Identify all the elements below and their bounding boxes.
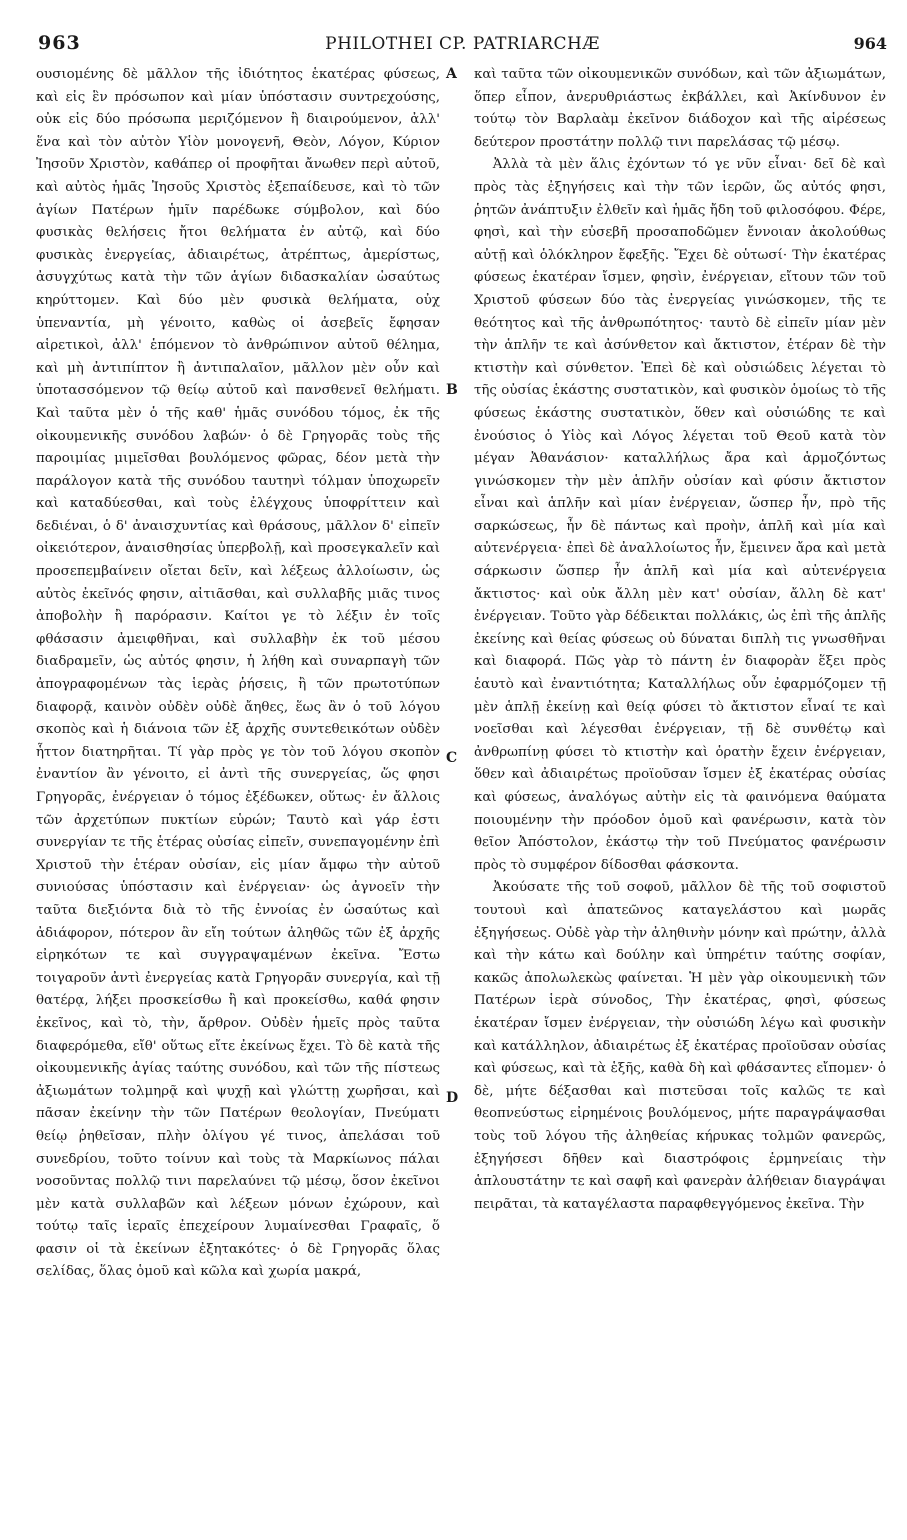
right-paragraph-1: καὶ ταῦτα τῶν οἰκουμενικῶν συνόδων, καὶ τῶν ἀξιωμάτων, ὅπερ εἶπον, ἀνερυθριάστως ἐκβάλλει, καὶ Ἀκίνδυνον ἐν τούτῳ τὸν Βαρλαὰμ ἐκεῖνον διάδοχον καὶ τῆς αἱρέσεως δεύτερον προστάτην πολλῷ τινι παρελάσας τῷ μέσῳ. — [474, 67, 886, 150]
page-number-right: 964 — [853, 34, 887, 53]
page-number-left: 963 — [38, 32, 81, 54]
left-paragraph-1: ουσιομένης δὲ μᾶλλον τῆς ἰδιότητος ἑκατέρας φύσεως, καὶ εἰς ἓν πρόσωπον καὶ μίαν ὑπόστασιν συντρεχούσης, οὐκ εἰς δύο πρόσωπα μεριζόμενον ἢ διαιρούμενον, ἀλλ' ἕνα καὶ τὸν αὐτὸν Υἱὸν μονογενῆ, Θεὸν, Λόγον, Κύριον Ἰησοῦν Χριστὸν, καθάπερ οἱ προφῆται ἄνωθεν περὶ αὐτοῦ, καὶ αὐτὸς ἡμᾶς Ἰησοῦς Χριστὸς ἐξεπαίδευσε, καὶ τὸ τῶν ἁγίων Πατέρων ἡμῖν παρέδωκε σύμβολον, καὶ δύο φυσικὰς θελήσεις ἤτοι θελήματα ἐν αὐτῷ, καὶ δύο φυσικὰς ἐνεργείας, ἀδιαιρέτως, ἀτρέπτως, ἀμερίστως, ἀσυγχύτως κατὰ τὴν τῶν ἁγίων διδασκαλίαν ὡσαύτως κηρύττομεν. Καὶ δύο μὲν φυσικὰ θελήματα, οὐχ ὑπεναντία, μὴ γένοιτο, καθὼς οἱ ἀσεβεῖς ἔφησαν αἱρετικοὶ, ἀλλ' ἑπόμενον τὸ ἀνθρώπινον αὐτοῦ θέλημα, καὶ μὴ ἀντιπίπτον ἢ ἀντιπαλαῖον, μᾶλλον μὲν οὖν καὶ ὑποτασσόμενον τῷ θείῳ αὐτοῦ καὶ πανσθενεῖ θελήματι. Καὶ ταῦτα μὲν ὁ τῆς καθ' ἡμᾶς συνόδου τόμος, ἐκ τῆς οἰκουμενικῆς συνόδου λαβών· ὁ δὲ Γρηγορᾶς τοὺς τῆς παροιμίας μιμεῖσθαι βουλόμενος φῶρας, δέον μετὰ τὴν παράλογον κατὰ τῆς συνόδου ταυτηνὶ τόλμαν ὑποχωρεῖν καὶ καταδύεσθαι, καὶ τοὺς ἐλέγχους ὑποφρίττειν καὶ δεδιέναι, ὁ δ' ἀναισχυντίας καὶ θράσους, μᾶλλον δ' εἰπεῖν οἰκειότερον, ἀναισθησίας ὑπερβολῇ, καὶ προσεγκαλεῖν καὶ προσεπεμβαίνειν οἴεται δεῖν, καὶ λέξεως ἀλλοίωσιν, ὡς αὐτὸς ἐκεῖνός φησιν, αἰτιᾶσθαι, καὶ συλλαβῆς μιᾶς τινος ἀποβολὴν ἢ παρόρασιν. Καίτοι γε τὸ λέξιν ἐν τοῖς φθάσασιν ἀμειφθῆναι, καὶ συλλαβὴν ἐκ τοῦ μέσου διαδραμεῖν, ὡς αὐτός φησιν, ἡ λήθη καὶ συναρπαγὴ τῶν ἀπογραφομένων τὰς ἱερὰς ῥήσεις, ἢ τῶν πρωτοτύπων διαφορᾷ, καινὸν οὐδὲν οὐδὲ ἄηθες, ἕως ἂν ὁ τοῦ λόγου σκοπὸς καὶ ἡ διάνοια τῶν ἐξ ἀρχῆς συντεθεικότων οὐδὲν ἧττον διατηρῆται. Τί γὰρ πρὸς γε τὸν τοῦ λόγου σκοπὸν ἐναντίον ἂν γένοιτο, εἰ ἀντὶ τῆς συνεργείας, ὥς φησι Γρηγορᾶς, ἐνέργειαν ὁ τόμος ἐξέδωκεν, οὕτως· ἐν ἄλλοις τῶν ἀρχετύπων πυκτίων εὑρών; Ταυτὸ καὶ γάρ ἐστι συνεργίαν τε τῆς ἑτέρας οὐσίας εἰπεῖν, συνεπαγομένην ἐπὶ Χριστοῦ τὴν ἑτέραν οὐσίαν, εἰς μίαν ἄμφω τὴν αὐτοῦ συνιούσας ὑπόστασιν καὶ ἐνέργειαν· ὡς ἀγνοεῖν τὴν ταῦτα διεξιόντα διὰ τὸ τῆς ἐννοίας ἐν ὡσαύτως καὶ ἀδιάφορον, πότερον ἂν εἴη τούτων ἀληθῶς τῶν ἐξ ἀρχῆς εἰρηκότων τε καὶ συγγραψαμένων ἐκεῖνα. Ἔστω τοιγαροῦν ἀντὶ ἐνεργείας κατὰ Γρηγορᾶν συνεργία, καὶ τῇ θατέρᾳ, λήξει προσκείσθω ἢ καὶ προκείσθω, καθά φησιν ἐκεῖνος, καὶ τὸ, τὴν, ἄρθρον. Οὐδὲν ἡμεῖς πρὸς ταῦτα διαφερόμεθα, εἴθ' οὕτως εἴτε ἐκείνως ἔχει. Τὸ δὲ κατὰ τῆς οἰκουμενικῆς ἁγίας ταύτης συνόδου, καὶ τῶν τῆς πίστεως ἀξιωμάτων τολμηρᾷ καὶ ψυχῇ καὶ γλώττῃ χωρῆσαι, καὶ πᾶσαν ἐκείνην τὴν τῶν Πατέρων θεολογίαν, Πνεύματι θείῳ ῥηθεῖσαν, πλὴν ὀλίγου γέ τινος, ἀπελάσαι τοῦ συνεδρίου, τοῦτο τοίνυν καὶ τοὺς τὰ Μαρκίωνος πάλαι νοσοῦντας πολλῷ τινι παρελαύνει τῷ μέσῳ, ὅσον ἐκεῖνοι μὲν κατὰ συλλαβῶν καὶ λέξεων μόνων ἐχώρουν, καὶ τούτῳ ταῖς ἱεραῖς ἐπεχείρουν λυμαίνεσθαι Γραφαῖς, ὅ φασιν οἱ τὰ ἐκείνων ἐξητακότες· ὁ δὲ Γρηγορᾶς ὅλας σελίδας, ὅλας ὁμοῦ καὶ κῶλα καὶ χωρία μακρά, — [36, 67, 440, 1280]
margin-marker-d: D — [446, 1090, 459, 1106]
right-column — [474, 64, 886, 1216]
right-paragraph-2: Ἀλλὰ τὰ μὲν ἅλις ἐχόντων τό γε νῦν εἶναι· δεῖ δὲ καὶ πρὸς τὰς ἐξηγήσεις καὶ τὴν τῶν ἱερῶν, ὥς αὐτός φησι, ῥητῶν ἀνάπτυξιν ἐλθεῖν καὶ ἡμᾶς ἤδη τοῦ φιλοσόφου. Φέρε, φησὶ, καὶ τὴν εὐσεβῆ προσαποδῶμεν ἔννοιαν ἀκολούθως αὐτῇ καὶ ὁλόκληρον ἔφεξῆς. Ἔχει δὲ οὑτωσί· Τὴν ἑκατέρας φύσεως ἑκατέραν ἴσμεν, φησὶν, ἐνέργειαν, εἴτουν τῶν τοῦ Χριστοῦ φύσεων δύο τὰς ἐνεργείας γινώσκομεν, τῆς τε θεότητος καὶ τῆς ἀνθρωπότητος· ταυτὸ δὲ εἰπεῖν μίαν μὲν τὴν ἁπλῆν τε καὶ ἀσύνθετον καὶ ἄκτιστον, ἑτέραν δὲ τὴν κτιστὴν καὶ σύνθετον. Ἐπεὶ δὲ καὶ οὐσιώδεις λέγεται τὸ τῆς οὐσίας ἑκάστης συστατικὸν, καὶ φυσικὸν ὁμοίως τὸ τῆς φύσεως ἑκάστης συστατικὸν, ὅθεν καὶ οὐσιώδης τε καὶ ἐνούσιος ὁ Υἱὸς καὶ Λόγος λέγεται τοῦ Θεοῦ κατὰ τὸν μέγαν Ἀθανάσιον· καταλλήλως ἄρα καὶ ἁρμοζόντως γινώσκομεν τὴν μὲν ἁπλῆν οὐσίαν καὶ φύσιν ἄκτιστον εἶναι καὶ ἁπλῆν καὶ μίαν ἐνέργειαν, ὥσπερ ἦν, πρὸ τῆς σαρκώσεως, ἦν δὲ πάντως καὶ προὴν, ἁπλῆ καὶ μία καὶ αὐτενέργεια· ἐπεὶ δὲ ἀναλλοίωτος ἦν, ἔμεινεν ἄρα καὶ μετὰ σάρκωσιν ὥσπερ ἦν ἁπλῆ καὶ μία καὶ αὐτενέργεια ἄκτιστος· καὶ οὐκ ἄλλη μὲν κατ' οὐσίαν, ἄλλη δὲ κατ' ἐνέργειαν. Τοῦτο γὰρ δέδεικται πολλάκις, ὡς ἐπὶ τῆς ἁπλῆς ἐκείνης καὶ θείας φύσεως οὐ δύναται διπλὴ τις γνωσθῆναι καὶ διαφορά. Πῶς γὰρ τὸ πάντη ἐν διαφορὰν ἕξει πρὸς ἑαυτὸ καὶ ἐναντιότητα; Καταλλήλως οὖν ἐφαρμόζομεν τῇ μὲν ἁπλῇ ἐκείνῃ καὶ θείᾳ φύσει τὸ ἄκτιστον εἶναί τε καὶ νοεῖσθαι καὶ λέγεσθαι ἐνέργειαν, τῇ δὲ συνθέτῳ καὶ ἀνθρωπίνῃ φύσει τὸ κτιστὴν καὶ ὁρατὴν ἔχειν ἐνέργειαν, ὅθεν καὶ ἀδιαιρέτως προϊοῦσαν ἴσμεν ἐξ ἑκατέρας οὐσίας καὶ φύσεως, ἀναλόγως αὐτὴν εἰς τὰ φαινόμενα θαύματα ποιουμένην τὴν πρόοδον ὁμοῦ καὶ φανέρωσιν, κατὰ τὸν θεῖον Ἀπόστολον, ἑκάστῳ τὴν τοῦ Πνεύματος φανέρωσιν πρὸς τὸ συμφέρον δίδοσθαι φάσκοντα. — [474, 157, 886, 873]
running-title: PHILOTHEI CP. PATRIARCHÆ — [325, 34, 600, 54]
margin-marker-a: A — [446, 66, 457, 82]
margin-marker-b: B — [446, 382, 458, 398]
right-paragraph-3: Ἀκούσατε τῆς τοῦ σοφοῦ, μᾶλλον δὲ τῆς τοῦ σοφιστοῦ τουτουὶ καὶ ἀπατεῶνος καταγελάστου καὶ μωρᾶς ἐξηγήσεως. Οὐδὲ γὰρ τὴν ἀληθινὴν μόνην καὶ πρώτην, ἀλλὰ καὶ τὴν κάτω καὶ δούλην καὶ ὑπηρέτιν ταύτης σοφίαν, κακῶς ἀπολωλεκὼς φαίνεται. Ἡ μὲν γὰρ οἰκουμενικὴ τῶν Πατέρων ἱερὰ σύνοδος, Τὴν ἑκατέρας, φησὶ, φύσεως ἑκατέραν ἴσμεν ἐνέργειαν, τὴν οὐσιώδη λέγω καὶ φυσικὴν καὶ κατάλληλον, ἀδιαιρέτως ἐξ ἑκατέρας προϊοῦσαν οὐσίας καὶ φύσεως, καὶ τὰ ἑξῆς, καθὰ δὴ καὶ φθάσαντες εἴπομεν· ὁ δὲ, μήτε δέξασθαι καὶ πιστεῦσαι τοῖς καλῶς τε καὶ θεοπνεύστως εἰρημένοις βουλόμενος, μήτε παραγράψασθαι τοὺς τοῦ λόγου τῆς ἀληθείας κήρυκας τολμῶν φανερῶς, ἐξηγήσεσι δῆθεν καὶ διαστρόφοις ἑρμηνείαις τὴν ἁπλουστάτην τε καὶ σαφῆ καὶ φανερὰν ἀλήθειαν διαγράψαι πειρᾶται, τὰ καταγέλαστα παραφθεγγόμενος ἐκεῖνα. Τὴν — [474, 880, 886, 1212]
margin-marker-c: C — [446, 750, 458, 766]
page-header — [38, 30, 887, 58]
left-column — [36, 64, 440, 1284]
